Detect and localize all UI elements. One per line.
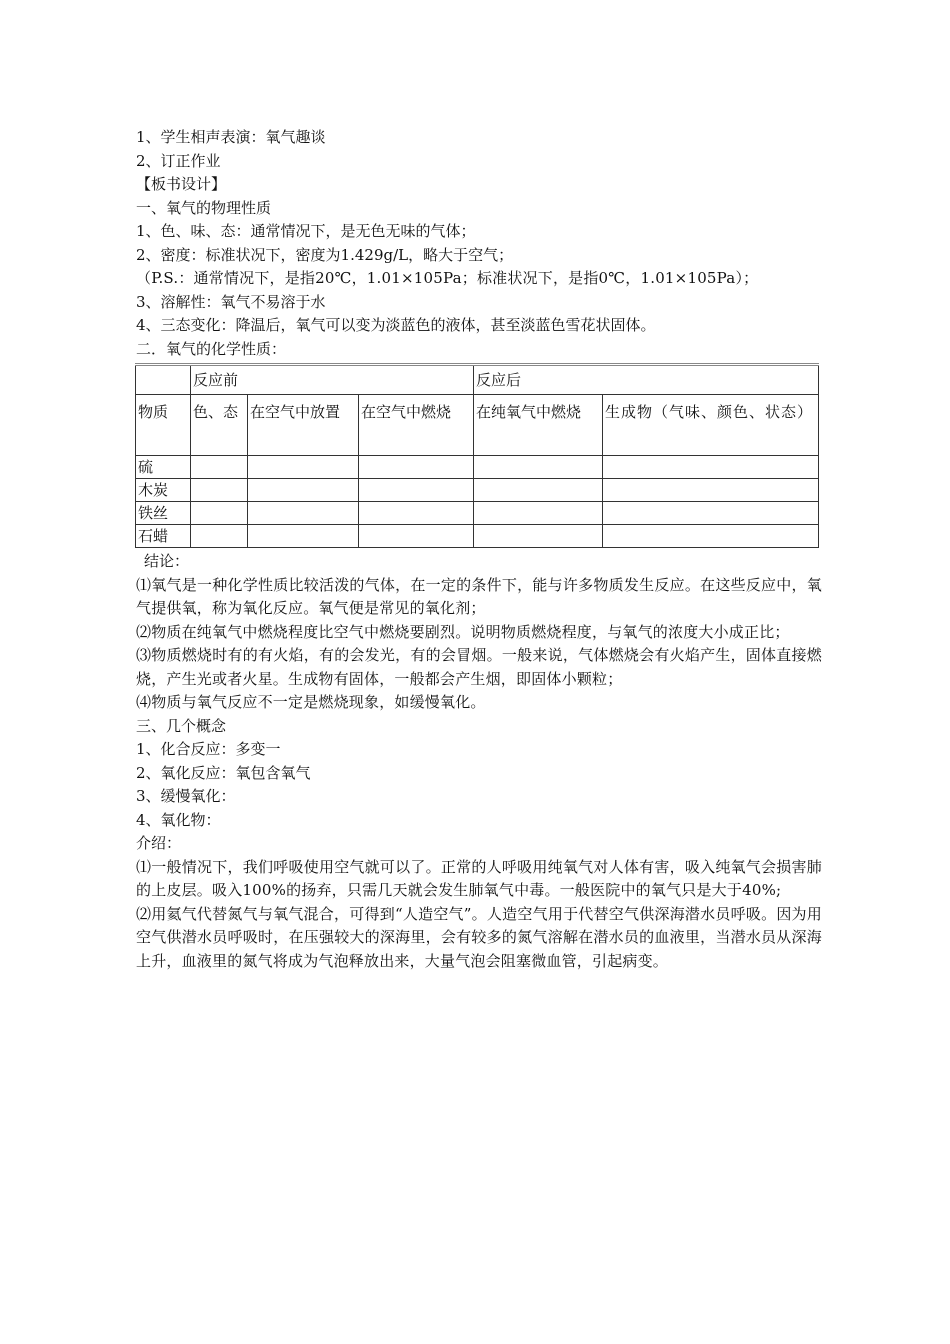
text-line: 介绍： [136, 834, 182, 852]
text-line: 4、氧化物： [136, 810, 221, 829]
table-cell [191, 479, 248, 502]
conclusion-title: 结论： [144, 552, 190, 570]
text-line: 4、三态变化：降温后，氧气可以变为淡蓝色的液体，甚至淡蓝色雪花状固体。 [136, 316, 656, 334]
table-row-label: 硫 [136, 456, 191, 479]
table-cell [603, 525, 819, 548]
text-line: 2、密度：标准状况下，密度为1.429g/L，略大于空气； [136, 245, 514, 264]
table-cell [248, 525, 359, 548]
table-cell [191, 525, 248, 548]
ps-note: （P.S.：通常情况下，是指20℃，1.01×105Pa；标准状况下，是指0℃，1.01×105Pa）； [136, 269, 759, 287]
text-line: 2、订正作业 [136, 151, 221, 170]
table-row [136, 479, 819, 502]
table-row [136, 456, 819, 479]
table-row-label: 铁丝 [136, 502, 191, 525]
conclusion-item: ⑴氧气是一种化学性质比较活泼的气体，在一定的条件下，能与许多物质发生反应。在这些反应中，氧气提供氧，称为氧化反应。氧气便是常见的氧化剂； [136, 575, 822, 617]
section-heading: 一、氧气的物理性质 [136, 198, 272, 217]
table-group-after: 反应后 [474, 365, 819, 395]
table-cell [603, 502, 819, 525]
chemical-properties-table [135, 363, 819, 548]
table-cell [248, 502, 359, 525]
conclusion-item: ⑶物质燃烧时有的有火焰，有的会发光，有的会冒烟。一般来说，气体燃烧会有火焰产生，固体直接燃烧，产生光或者火星。生成物有固体，一般都会产生烟，即固体小颗粒； [136, 646, 822, 688]
table-cell [474, 502, 603, 525]
table-header-row [136, 395, 819, 456]
table-cell [603, 456, 819, 479]
table-cell [359, 525, 474, 548]
section-heading: 【板书设计】 [136, 175, 227, 193]
conclusion-item: ⑵物质在纯氧气中燃烧程度比空气中燃烧要剧烈。说明物质燃烧程度，与氧气的浓度大小成正比； [136, 622, 790, 641]
table-cell [359, 456, 474, 479]
table-header-cell: 生成物（气味、颜色、状态） [603, 395, 819, 456]
text-line: 1、化合反应：多变一 [136, 740, 281, 758]
table-cell [191, 502, 248, 525]
table-header-cell: 在纯氧气中燃烧 [474, 395, 603, 456]
table-cell [191, 456, 248, 479]
table-header-cell: 在空气中燃烧 [359, 395, 474, 456]
table-header-cell: 物质 [136, 395, 191, 456]
intro-item: ⑴一般情况下，我们呼吸使用空气就可以了。正常的人呼吸用纯氧气对人体有害，吸入纯氧气会损害肺的上皮层。吸入100%的扬弃，只需几天就会发生肺氧气中毒。一般医院中的氧气只是大于40%; [136, 857, 822, 899]
text-line: 1、色、味、态：通常情况下，是无色无味的气体； [136, 222, 476, 240]
table-cell-empty [136, 365, 191, 395]
table-header-cell: 在空气中放置 [248, 395, 359, 456]
table-cell [603, 479, 819, 502]
table-cell [359, 479, 474, 502]
text-line: 1、学生相声表演：氧气趣谈 [136, 128, 326, 146]
table-row [136, 525, 819, 548]
table-group-before: 反应前 [191, 365, 474, 395]
table-cell [474, 525, 603, 548]
conclusion-item: ⑷物质与氧气反应不一定是燃烧现象，如缓慢氧化。 [136, 693, 486, 711]
table-group-row [136, 365, 819, 395]
text-line: 3、缓慢氧化： [136, 787, 236, 805]
section-heading: 三、几个概念 [136, 716, 227, 735]
table-cell [359, 502, 474, 525]
table-header-cell: 色、态 [191, 395, 248, 456]
text-line: 3、溶解性：氧气不易溶于水 [136, 292, 326, 311]
section-heading: 二．氧气的化学性质： [136, 339, 287, 358]
table-row-label: 石蜡 [136, 525, 191, 548]
table-cell [248, 479, 359, 502]
text-line: 2、氧化反应：氧包含氧气 [136, 763, 311, 782]
document-page [136, 126, 822, 973]
table-cell [248, 456, 359, 479]
table-row [136, 502, 819, 525]
table-cell [474, 456, 603, 479]
table-row-label: 木炭 [136, 479, 191, 502]
table-cell [474, 479, 603, 502]
intro-item: ⑵用氦气代替氮气与氧气混合，可得到“人造空气”。人造空气用于代替空气供深海潜水员呼吸。因为用空气供潜水员呼吸时，在压强较大的深海里，会有较多的氮气溶解在潜水员的血液里，当潜水员从深海上升，血液里的氮气将成为气泡释放出来，大量气泡会阻塞微血管，引起病变。 [136, 904, 822, 970]
